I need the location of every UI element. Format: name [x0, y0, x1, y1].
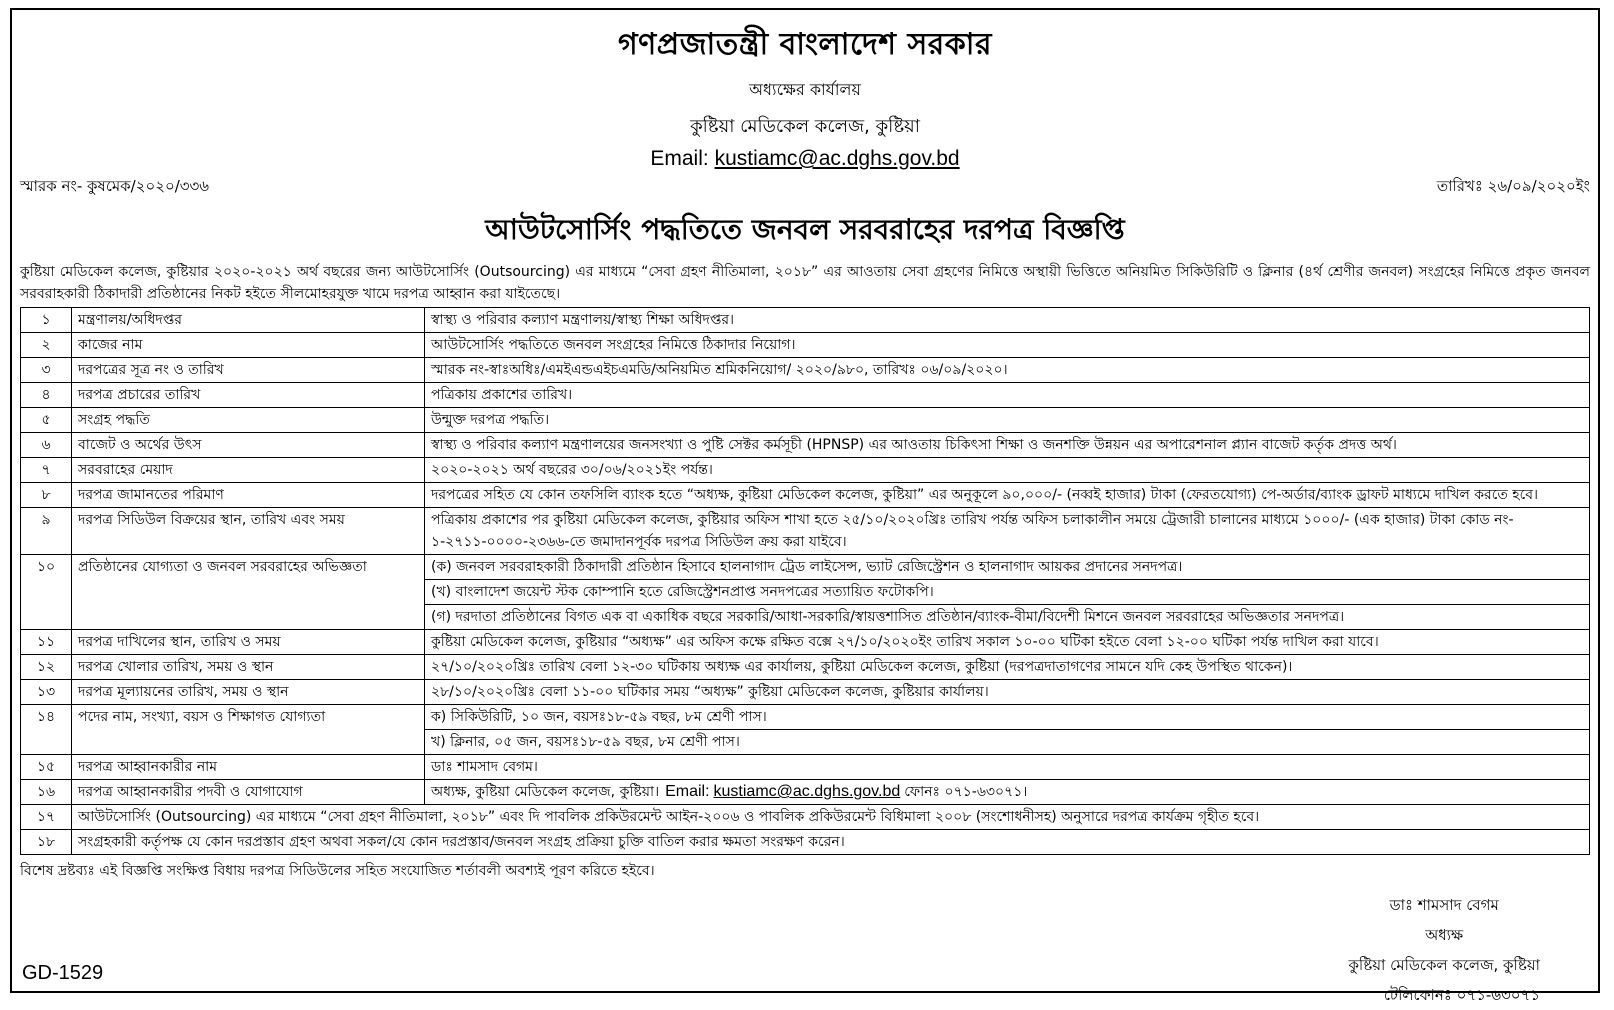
tender-table	[20, 307, 1590, 855]
row-value: আউটসোর্সিং পদ্ধতিতে জনবল সংগ্রহের নিমিত্তে ঠিকাদার নিয়োগ।	[425, 333, 1590, 358]
table-row	[21, 655, 1590, 680]
contact-text: অধ্যক্ষ, কুষ্টিয়া মেডিকেল কলেজ, কুষ্টিয়া।	[431, 784, 660, 800]
row-number: ১৮	[21, 830, 72, 855]
table-row	[21, 333, 1590, 358]
intro-paragraph: কুষ্টিয়া মেডিকেল কলেজ, কুষ্টিয়ার ২০২০-২০২১ অর্থ বছরের জন্য আউটসোর্সিং (Outsourcing) এর মাধ্যমে “সেবা গ্রহণ নীতিমালা, ২০১৮” এর আওতায় সেবা গ্রহণের নিমিত্তে অস্থায়ী ভিত্তিতে অনিয়মিত সিকিউরিটি ও ক্লিনার (৪র্থ শ্রেণীর জনবল) সংগ্রহের নিমিত্তে প্রকৃত জনবল সরবরাহকারী ঠিকাদারী প্রতিষ্ঠানের নিকট হইতে সীলমোহরযুক্ত খামে দরপত্র আহ্বান করা যাইতেছে।	[20, 264, 1590, 302]
table-row	[21, 308, 1590, 333]
table-row	[21, 433, 1590, 458]
signatory-phone: টেলিফোনঃ ০৭১-৬৩০৭১	[1383, 986, 1540, 1004]
row-number: ১১	[21, 630, 72, 655]
signatory-college: কুষ্টিয়া মেডিকেল কলেজ, কুষ্টিয়া	[1348, 956, 1540, 974]
row-value: দরপত্রের সহিত যে কোন তফসিলি ব্যাংক হতে “অধ্যক্ষ, কুষ্টিয়া মেডিকেল কলেজ, কুষ্টিয়া” এর অনুকূলে ৯০,০০০/- (নব্বই হাজার) টাকা (ফেরতযোগ্য) পে-অর্ডার/ব্যাংক ড্রাফট মাধ্যমে দাখিল করতে হবে।	[425, 483, 1590, 508]
row-number: ২	[21, 333, 72, 358]
table-row	[21, 555, 1590, 580]
notice-date: তারিখঃ ২৬/০৯/২০২০ইং	[1436, 177, 1590, 195]
row-label: সংগ্রহ পদ্ধতি	[72, 408, 425, 433]
row-label: সরবরাহের মেয়াদ	[72, 458, 425, 483]
row-value: স্মারক নং-স্বাঃঅধিঃ/এমইএন্ডএইচএমডি/অনিয়মিত শ্রমিকনিয়োগ/ ২০২০/৯৮০, তারিখঃ ০৬/০৯/২০২০।	[425, 358, 1590, 383]
signature-block	[1348, 890, 1540, 1010]
table-row	[21, 458, 1590, 483]
table-row	[21, 805, 1590, 830]
row-number: ৮	[21, 483, 72, 508]
letterhead	[20, 20, 1590, 171]
college-name: কুষ্টিয়া মেডিকেল কলেজ, কুষ্টিয়া	[690, 116, 920, 137]
row-label: দরপত্র সিডিউল বিক্রয়ের স্থান, তারিখ এবং সময়	[72, 508, 425, 555]
government-title: গণপ্রজাতন্ত্রী বাংলাদেশ সরকার	[618, 27, 992, 62]
table-row	[21, 830, 1590, 855]
row-value: (খ) বাংলাদেশ জয়েন্ট স্টক কোম্পানি হতে রেজিস্ট্রেশনপ্রাপ্ত সনদপত্রের সত্যায়িত ফটোকপি।	[425, 580, 1590, 605]
row-value: (গ) দরদাতা প্রতিষ্ঠানের বিগত এক বা একাধিক বছরে সরকারি/আধা-সরকারি/স্বায়ত্তশাসিত প্রতিষ্ঠান/ব্যাংক-বীমা/বিদেশী মিশনে জনবল সরবরাহের অভিজ্ঞতার সনদপত্র।	[425, 605, 1590, 630]
table-row	[21, 358, 1590, 383]
row-number: ১৪	[21, 705, 72, 755]
row-value: পত্রিকায় প্রকাশের পর কুষ্টিয়া মেডিকেল কলেজ, কুষ্টিয়ার অফিস শাখা হতে ২৫/১০/২০২০খ্রিঃ তারিখ পর্যন্ত অফিস চলাকালীন সময়ে ট্রেজারী চালানের মাধ্যমে ১০০০/- (এক হাজার) টাকা কোড নং- ১-২৭১১-০০০০-২৩৬৬-তে জমাদানপূর্বক দরপত্র সিডিউল ক্রয় করা যাইবে।	[425, 508, 1590, 555]
row-number: ১৫	[21, 755, 72, 780]
table-row	[21, 383, 1590, 408]
row-value: কুষ্টিয়া মেডিকেল কলেজ, কুষ্টিয়ার “অধ্যক্ষ” এর অফিস কক্ষে রক্ষিত বক্সে ২৭/১০/২০২০ইং তারিখ সকাল ১০-০০ ঘটিকা হইতে বেলা ১২-০০ ঘটিকা পর্যন্ত দাখিল করা যাবে।	[425, 630, 1590, 655]
row-number: ১৬	[21, 780, 72, 805]
row-value: ডাঃ শামসাদ বেগম।	[425, 755, 1590, 780]
row-value: খ) ক্লিনার, ০৫ জন, বয়সঃ১৮-৫৯ বছর, ৮ম শ্রেণী পাস।	[425, 730, 1590, 755]
contact-phone: ফোনঃ ০৭১-৬৩০৭১।	[904, 784, 1028, 800]
row-number: ১০	[21, 555, 72, 630]
row-label: দরপত্র জামানতের পরিমাণ	[72, 483, 425, 508]
row-label: দরপত্র মূল্যায়নের তারিখ, সময় ও স্থান	[72, 680, 425, 705]
row-value	[425, 780, 1590, 805]
row-value: স্বাস্থ্য ও পরিবার কল্যাণ মন্ত্রণালয়/স্বাস্থ্য শিক্ষা অধিদপ্তর।	[425, 308, 1590, 333]
row-label: বাজেট ও অর্থের উৎস	[72, 433, 425, 458]
row-label: দরপত্র আহ্বানকারীর পদবী ও যোগাযোগ	[72, 780, 425, 805]
tender-table-body	[21, 308, 1590, 855]
table-row	[21, 705, 1590, 730]
notice-title: আউটসোর্সিং পদ্ধতিতে জনবল সরবরাহের দরপত্র বিজ্ঞপ্তি	[485, 213, 1125, 246]
office-name: অধ্যক্ষের কার্যালয়	[749, 80, 861, 99]
row-value: ক) সিকিউরিটি, ১০ জন, বয়সঃ১৮-৫৯ বছর, ৮ম শ্রেণী পাস।	[425, 705, 1590, 730]
table-row	[21, 408, 1590, 433]
row-label: পদের নাম, সংখ্যা, বয়স ও শিক্ষাগত যোগ্যতা	[72, 705, 425, 755]
gd-code: GD-1529	[22, 962, 104, 984]
signatory-name: ডাঃ শামসাদ বেগম	[1389, 896, 1499, 914]
table-row	[21, 680, 1590, 705]
row-number: ১৩	[21, 680, 72, 705]
reference-row	[20, 175, 1590, 200]
row-value: পত্রিকায় প্রকাশের তারিখ।	[425, 383, 1590, 408]
row-number: ৪	[21, 383, 72, 408]
row-number: ১	[21, 308, 72, 333]
row-label: দরপত্র প্রচারের তারিখ	[72, 383, 425, 408]
signatory-designation: অধ্যক্ষ	[1425, 926, 1464, 944]
email-line	[20, 147, 1590, 171]
row-label: দরপত্রের সূত্র নং ও তারিখ	[72, 358, 425, 383]
row-number: ৬	[21, 433, 72, 458]
row-number: ৫	[21, 408, 72, 433]
contact-email-label: Email:	[665, 783, 710, 800]
contact-email-link[interactable]: kustiamc@ac.dghs.gov.bd	[713, 783, 901, 800]
table-row	[21, 630, 1590, 655]
row-value: ২৭/১০/২০২০খ্রিঃ তারিখ বেলা ১২-৩০ ঘটিকায় অধ্যক্ষ এর কার্যালয়, কুষ্টিয়া মেডিকেল কলেজ, কুষ্টিয়া (দরপত্রদাতাগণের সামনে যদি কেহ উপস্থিত থাকেন)।	[425, 655, 1590, 680]
row-label: কাজের নাম	[72, 333, 425, 358]
row-label: দরপত্র আহ্বানকারীর নাম	[72, 755, 425, 780]
table-row	[21, 780, 1590, 805]
table-row	[21, 483, 1590, 508]
row-text: সংগ্রহকারী কর্তৃপক্ষ যে কোন দরপ্রস্তাব গ্রহণ অথবা সকল/যে কোন দরপ্রস্তাব/জনবল সংগ্রহ প্রক্রিয়া চুক্তি বাতিল করার ক্ষমতা সংরক্ষণ করেন।	[72, 830, 1590, 855]
tender-notice	[10, 8, 1600, 1004]
row-number: ৭	[21, 458, 72, 483]
special-note: বিশেষ দ্রষ্টব্যঃ এই বিজ্ঞপ্তি সংক্ষিপ্ত বিধায় দরপত্র সিডিউলের সহিত সংযোজিত শর্তাবলী অবশ্যই পূরণ করিতে হইবে।	[20, 863, 655, 879]
row-value: (ক) জনবল সরবরাহকারী ঠিকাদারী প্রতিষ্ঠান হিসাবে হালনাগাদ ট্রেড লাইসেন্স, ভ্যাট রেজিস্ট্রেশন ও হালনাগাদ আয়কর প্রদানের সনদপত্র।	[425, 555, 1590, 580]
row-value: ২৮/১০/২০২০খ্রিঃ বেলা ১১-০০ ঘটিকার সময় “অধ্যক্ষ” কুষ্টিয়া মেডিকেল কলেজ, কুষ্টিয়ার কার্যালয়।	[425, 680, 1590, 705]
row-value: স্বাস্থ্য ও পরিবার কল্যাণ মন্ত্রণালয়ের জনসংখ্যা ও পুষ্টি সেক্টর কর্মসূচী (HPNSP) এর আওতায় চিকিৎসা শিক্ষা ও জনশক্তি উন্নয়ন এর অপারেশনাল প্ল্যান বাজেট কর্তৃক প্রদত্ত অর্থ।	[425, 433, 1590, 458]
table-row	[21, 755, 1590, 780]
row-number: ৯	[21, 508, 72, 555]
memo-number: স্মারক নং- কুষমেক/২০২০/৩৩৬	[20, 177, 210, 195]
row-value: ২০২০-২০২১ অর্থ বছরের ৩০/০৬/২০২১ইং পর্যন্ত।	[425, 458, 1590, 483]
table-row	[21, 508, 1590, 555]
row-label: দরপত্র দাখিলের স্থান, তারিখ ও সময়	[72, 630, 425, 655]
email-link[interactable]: kustiamc@ac.dghs.gov.bd	[714, 147, 960, 170]
row-label: দরপত্র খোলার তারিখ, সময় ও স্থান	[72, 655, 425, 680]
row-number: ১৭	[21, 805, 72, 830]
email-label: Email:	[650, 147, 709, 170]
row-label: মন্ত্রণালয়/অধিদপ্তর	[72, 308, 425, 333]
row-label: প্রতিষ্ঠানের যোগ্যতা ও জনবল সরবরাহের অভিজ্ঞতা	[72, 555, 425, 630]
row-text: আউটসোর্সিং (Outsourcing) এর মাধ্যমে “সেবা গ্রহণ নীতিমালা, ২০১৮” এবং দি পাবলিক প্রকিউরমেন্ট আইন-২০০৬ ও পাবলিক প্রকিউরমেন্ট বিধিমালা ২০০৮ (সংশোধনীসহ) অনুসারে দরপত্র কার্যক্রম গৃহীত হবে।	[72, 805, 1590, 830]
row-number: ১২	[21, 655, 72, 680]
row-number: ৩	[21, 358, 72, 383]
row-value: উন্মুক্ত দরপত্র পদ্ধতি।	[425, 408, 1590, 433]
